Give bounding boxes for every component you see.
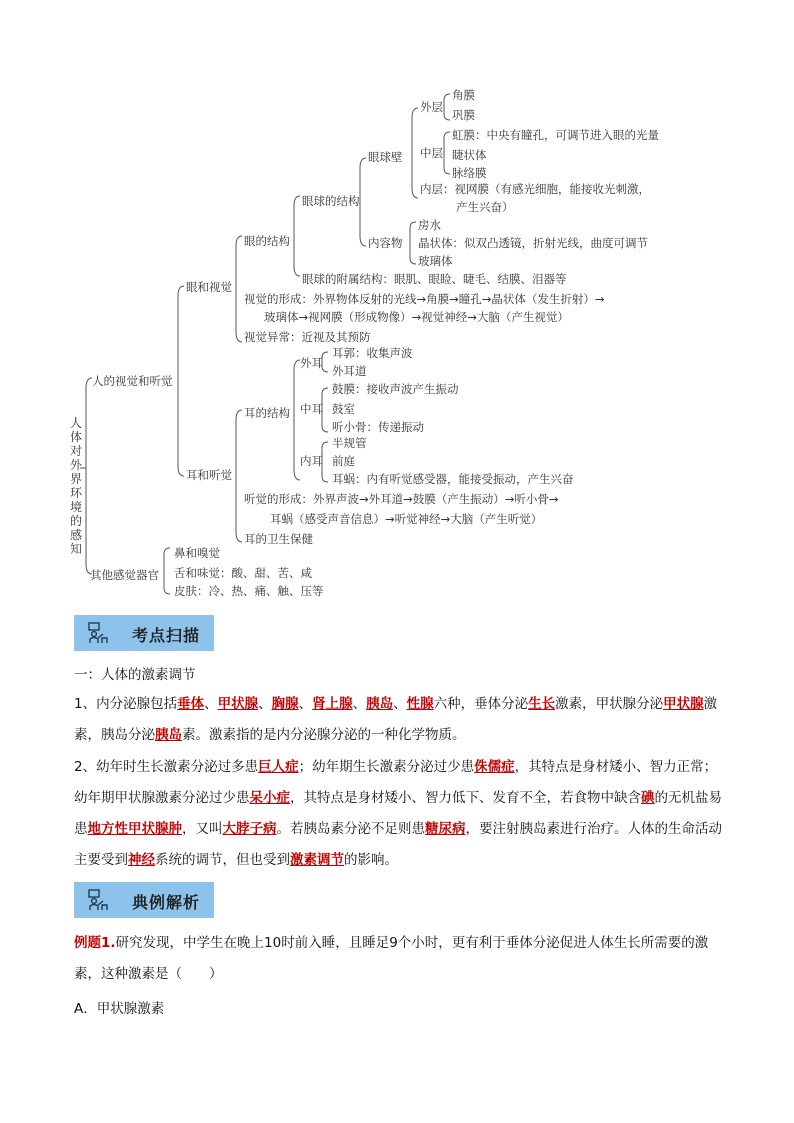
answer: 大脖子病 — [222, 821, 277, 837]
answer: 胸腺 — [271, 696, 299, 712]
text-run: 激素，甲状腺分泌 — [555, 696, 664, 712]
teacher-icon — [86, 888, 110, 912]
answer: 甲状腺 — [217, 696, 259, 712]
text-run: ；幼年期生长激素分泌过少患 — [298, 759, 475, 775]
node-tongue: 舌和味觉：酸、甜、苦、咸 — [174, 566, 312, 580]
answer: 神经 — [128, 852, 155, 868]
answer: 侏儒症 — [474, 759, 515, 775]
node-inner-ear: 内耳 — [300, 454, 323, 468]
banner-title: 考点扫描 — [132, 626, 201, 645]
banner-title: 典例解析 — [132, 893, 201, 912]
example-question — [74, 928, 724, 990]
node-vision-formation-1: 视觉的形成：外界物体反射的光线→角膜→瞳孔→晶状体（发生折射）→ — [244, 292, 605, 306]
answer: 性腺 — [406, 696, 434, 712]
answer: 生长 — [528, 696, 556, 712]
node-aqueous: 房水 — [418, 218, 441, 232]
node-skin: 皮肤：冷、热、痛、触、压等 — [174, 584, 324, 598]
node-hearing-formation-2: 耳蜗（感受声音信息）→听觉神经→大脑（产生听觉） — [270, 512, 543, 526]
text-run: ，要注射胰岛素进行治疗。人体的生命活动主要受到 — [74, 821, 722, 868]
node-accessory: 眼球的附属结构：眼肌、眼睑、睫毛、结膜、泪器等 — [302, 272, 567, 286]
node-lens: 晶状体：似双凸透镜，折射光线，曲度可调节 — [418, 236, 648, 250]
node-eyeball-wall: 眼球壁 — [368, 150, 403, 164]
node-ear-hearing: 耳和听觉 — [186, 468, 232, 482]
node-ear-hygiene: 耳的卫生保健 — [244, 532, 313, 546]
answer: 胰岛 — [155, 727, 182, 743]
node-ear-canal: 外耳道 — [332, 364, 367, 378]
banner-examples — [74, 882, 214, 918]
node-vision-formation-2: 玻璃体→视网膜（形成物像）→视觉神经→大脑（产生视觉） — [264, 310, 569, 324]
text-run: 的无机盐易患 — [74, 790, 722, 837]
node-ossicles: 听小骨：传递振动 — [332, 420, 424, 434]
paragraph-1 — [74, 689, 724, 751]
text-run: 、 — [258, 696, 272, 712]
answer: 地方性甲状腺肿 — [87, 821, 182, 837]
text-run: 、 — [352, 696, 367, 712]
node-hearing-formation-1: 听觉的形成：外界声波→外耳道→鼓膜（产生振动）→听小骨→ — [244, 492, 559, 506]
node-sight-hearing: 人的视觉和听觉 — [92, 374, 173, 388]
node-cochlea: 耳蜗：内有听觉感受器，能接受振动，产生兴奋 — [332, 472, 574, 486]
example-label: 例题1. — [74, 935, 116, 951]
node-contents: 内容物 — [368, 236, 403, 250]
node-auricle: 耳郭：收集声波 — [332, 346, 413, 360]
text-run: 、 — [204, 696, 218, 712]
node-iris: 虹膜：中央有瞳孔，可调节进入眼的光量 — [452, 128, 659, 142]
answer: 肾上腺 — [312, 696, 353, 712]
node-outer-ear: 外耳 — [300, 356, 323, 370]
text-run: 1、内分泌腺包括 — [74, 696, 178, 712]
answer: 糖尿病 — [425, 821, 466, 837]
node-tympanic: 鼓室 — [332, 402, 355, 416]
teacher-icon — [86, 621, 110, 645]
node-ciliary: 睫状体 — [452, 148, 487, 162]
section-heading: 一：人体的激素调节 — [74, 667, 196, 683]
option-a: A．甲状腺激素 — [74, 1001, 165, 1017]
text-run: 、 — [298, 696, 313, 712]
text-run: 六种，垂体分泌 — [433, 696, 529, 712]
node-eyeball-structure: 眼球的结构 — [302, 194, 360, 208]
text-run: 2、幼年时生长激素分泌过多患 — [74, 759, 259, 775]
answer: 碘 — [641, 790, 655, 806]
node-middle-layer: 中层 — [420, 146, 443, 160]
node-outer-layer: 外层 — [420, 100, 443, 114]
node-sclera: 巩膜 — [452, 108, 475, 122]
answer: 激素调节 — [290, 852, 344, 868]
node-choroid: 脉络膜 — [452, 166, 487, 180]
node-other-senses: 其他感觉器官 — [90, 568, 159, 582]
node-ear-structure: 耳的结构 — [244, 406, 290, 420]
node-cornea: 角膜 — [452, 88, 475, 102]
mind-map — [70, 88, 710, 608]
banner-key-points — [74, 615, 214, 651]
node-inner-layer: 内层：视网膜（有感光细胞，能接收光刺激， — [420, 182, 650, 196]
text-run: ，又叫 — [182, 821, 223, 837]
text-run: 的影响。 — [344, 852, 398, 868]
text-run: 系统的调节，但也受到 — [155, 852, 290, 868]
answer: 巨人症 — [258, 759, 299, 775]
example-text: 研究发现，中学生在晚上10时前入睡，且睡足9个小时，更有利于垂体分泌促进人体生长所需要的激素，这种激素是（ ） — [74, 935, 709, 982]
node-vitreous: 玻璃体 — [418, 254, 453, 268]
text-run: 素。激素指的是内分泌腺分泌的一种化学物质。 — [182, 727, 466, 743]
node-nose: 鼻和嗅觉 — [174, 546, 220, 560]
text-run: 激素，胰岛分泌 — [74, 696, 718, 743]
answer: 胰岛 — [366, 696, 394, 712]
node-vestibule: 前庭 — [332, 454, 355, 468]
node-eye-structure: 眼的结构 — [244, 234, 290, 248]
node-eardrum: 鼓膜：接收声波产生振动 — [332, 382, 459, 396]
text-run: ，其特点是身材矮小、智力低下、发育不全，若食物中缺含 — [290, 790, 641, 806]
node-semicircular: 半规管 — [332, 436, 367, 450]
node-inner-layer-2: 产生兴奋） — [456, 200, 514, 214]
node-eye-vision: 眼和视觉 — [186, 280, 232, 294]
text-run: ，其特点是身材矮小、智力正常；幼年期甲状腺激素分泌过少患 — [74, 759, 718, 806]
node-middle-ear: 中耳 — [300, 402, 323, 416]
mind-map-root: 人体对外界环境的感知 — [70, 416, 83, 556]
text-run: 、 — [393, 696, 407, 712]
answer: 甲状腺 — [663, 696, 704, 712]
answer: 垂体 — [177, 696, 205, 712]
answer: 呆小症 — [249, 790, 290, 806]
node-vision-abnormal: 视觉异常：近视及其预防 — [244, 330, 371, 344]
paragraph-2 — [74, 752, 724, 876]
text-run: 。若胰岛素分泌不足则患 — [276, 821, 425, 837]
